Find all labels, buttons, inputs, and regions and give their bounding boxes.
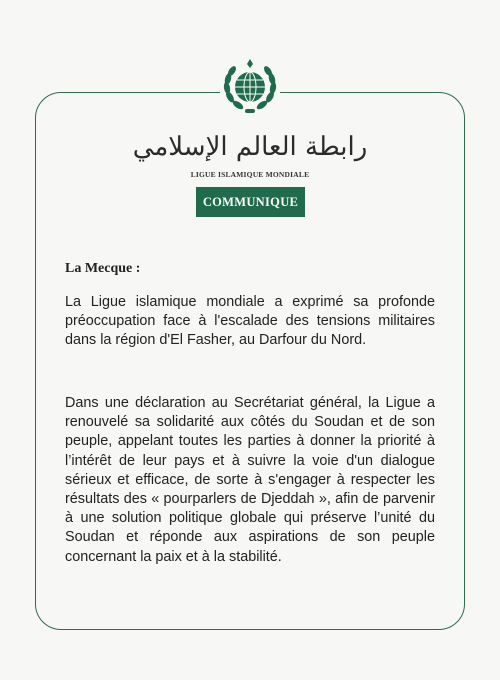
- communique-badge: COMMUNIQUE: [196, 187, 305, 217]
- arabic-logo-text: رابطة العالم الإسلامي: [132, 132, 368, 162]
- paragraph-1: La Ligue islamique mondiale a exprimé sa profonde préoccupation face à l'escalade des tensions militaires dans la région d'El Fasher, au Darfour du Nord.: [65, 294, 435, 349]
- logo-subtitle: LIGUE ISLAMIQUE MONDIALE: [190, 170, 310, 179]
- dateline: La Mecque :: [65, 261, 141, 276]
- paragraph-2: Dans une déclaration au Secrétariat général, la Ligue a renouvelé sa solidarité aux côtés du Soudan et de son peuple, appelant toutes les parties à donner la priorité à l’intérêt de leur pays et à suivre la voie d'un dialogue sérieux et efficace, de sorte à s'engager à respecter les résultats des « pourparlers de Djeddah », afin de parvenir à une solution politique globale qui préserve l’unité du Soudan et réponde aux aspirations de son peuple concernant la paix et à la stabilité.: [65, 395, 435, 565]
- globe-wreath-emblem-icon: [220, 55, 280, 117]
